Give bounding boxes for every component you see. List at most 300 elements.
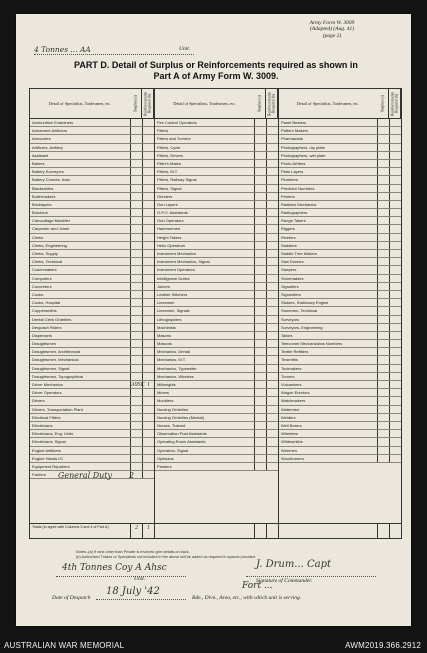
table-row <box>279 201 401 209</box>
reinforcements-cell <box>142 373 154 380</box>
surplus-cell <box>377 414 389 421</box>
surplus-cell: A9SC <box>131 382 145 388</box>
surplus-cell <box>254 168 266 175</box>
reinforcements-cell <box>266 348 278 355</box>
surplus-cell <box>377 127 389 134</box>
table-row <box>155 356 278 364</box>
table-row <box>30 144 154 152</box>
reinforcements-cell <box>142 209 154 216</box>
surplus-cell <box>377 406 389 413</box>
specialist-name: Mechanics, M.T. <box>157 357 186 363</box>
table-row <box>30 266 154 274</box>
table-row <box>279 430 401 438</box>
table-row <box>30 283 154 291</box>
specialist-name: Storemen, Technical <box>281 308 318 314</box>
specialist-name: Driver Operators <box>32 390 62 396</box>
form-sheet <box>16 14 411 626</box>
table-row <box>279 365 401 373</box>
specialist-name: Farriers <box>32 472 46 478</box>
reinforcements-cell <box>142 193 154 200</box>
surplus-cell <box>254 438 266 445</box>
specialist-name: Coachmakers <box>32 267 57 273</box>
table-row <box>155 242 278 250</box>
table-row <box>30 160 154 168</box>
surplus-cell <box>377 234 389 241</box>
table-row <box>155 135 278 143</box>
table-row <box>155 438 278 446</box>
reinforcements-cell <box>142 414 154 421</box>
reinforcements-cell <box>142 422 154 429</box>
surplus-cell <box>377 201 389 208</box>
specialist-name: Instrument Mechanics, Signal <box>157 259 210 265</box>
surplus-cell <box>254 406 266 413</box>
table-row <box>155 373 278 381</box>
specialist-name: Draughtsmen, Mechanical <box>32 357 79 363</box>
surplus-cell <box>254 324 266 331</box>
specialist-name: Operating Room Assistants <box>157 439 206 445</box>
specialist-name: Clerks, Engineering <box>32 242 67 248</box>
specialist-name: Linesmen, Signals <box>157 308 190 314</box>
table-row <box>30 414 154 422</box>
surplus-cell <box>377 176 389 183</box>
surplus-cell <box>130 307 142 314</box>
surplus-cell <box>130 217 142 224</box>
reinforcements-cell <box>389 356 401 363</box>
specialist-name: Operators, Signal <box>157 447 189 453</box>
specialist-name: Fitters, Drivers <box>157 152 183 158</box>
totals-surplus: 2 <box>130 524 142 538</box>
table-row <box>155 144 278 152</box>
specialist-name: Well Borers <box>281 422 302 428</box>
table-row <box>279 234 401 242</box>
specialist-name: Miners <box>157 390 170 396</box>
table-row <box>30 217 154 225</box>
specialist-name: Riveters <box>281 234 296 240</box>
surplus-cell <box>130 422 142 429</box>
specialist-name: Radiator Mechanics <box>281 201 317 207</box>
table-row <box>30 447 154 455</box>
surplus-cell <box>130 193 142 200</box>
surplus-cell <box>130 275 142 282</box>
footer-unit-handwritten: 4th Tonnes Coy A Ahsc <box>62 563 167 573</box>
reinforcements-cell <box>266 422 278 429</box>
reinforcements-cell <box>142 242 154 249</box>
table-row <box>155 455 278 463</box>
table-row <box>155 168 278 176</box>
surplus-cell <box>130 168 142 175</box>
specialist-name: Instrument Mechanics <box>157 251 197 256</box>
unit-line <box>34 44 194 55</box>
surplus-cell <box>377 348 389 355</box>
table-row <box>279 119 401 127</box>
table-row <box>30 316 154 324</box>
surplus-cell <box>130 144 142 151</box>
reinforcements-cell <box>266 234 278 241</box>
reinforcements-cell <box>389 406 401 413</box>
reinforcements-cell <box>266 438 278 445</box>
specialist-name: Fitters, M.T. <box>157 169 178 175</box>
specialist-name: Surveyors <box>281 316 300 322</box>
reinforcements-cell <box>266 340 278 347</box>
table-row <box>30 340 154 348</box>
reinforcements-cell <box>266 217 278 224</box>
header-surplus: Surplus (a) <box>130 89 142 118</box>
surplus-cell <box>377 397 389 404</box>
surplus-cell <box>130 463 142 470</box>
reinforcements-cell <box>389 185 401 192</box>
reinforcements-cell <box>389 455 401 462</box>
reinforcements-cell <box>389 135 401 142</box>
reinforcements-cell <box>266 160 278 167</box>
reinforcements-cell <box>142 217 154 224</box>
specialist-name: Grinders <box>157 193 173 199</box>
table-row <box>30 324 154 332</box>
reinforcements-cell <box>142 307 154 314</box>
table-row <box>279 389 401 397</box>
reinforcements-cell <box>389 234 401 241</box>
specialist-name: Nursing Orderlies <box>157 406 189 412</box>
table-row <box>279 373 401 381</box>
table-row <box>30 332 154 340</box>
despatch-date: 18 July '42 <box>106 586 160 597</box>
table-row <box>155 119 278 127</box>
surplus-cell <box>254 250 266 257</box>
reinforcements-cell <box>266 307 278 314</box>
table-column <box>279 89 401 538</box>
reinforcements-cell <box>389 160 401 167</box>
reinforcements-cell <box>389 291 401 298</box>
specialist-name: Sawyers <box>281 267 297 273</box>
reinforcements-cell <box>389 119 401 126</box>
surplus-cell <box>130 119 142 126</box>
header-specialists: Detail of Specialists, Tradesmen, etc. <box>173 101 236 106</box>
surplus-cell <box>254 217 266 224</box>
surplus-cell <box>377 168 389 175</box>
surplus-cell <box>254 209 266 216</box>
specialist-name: Signallers <box>281 283 299 289</box>
specialist-name: Computers <box>32 275 52 281</box>
surplus-cell <box>130 152 142 159</box>
table-row <box>30 201 154 209</box>
unit-handwritten: 4 Tonnes ... AA <box>34 45 91 54</box>
surplus-cell <box>377 250 389 257</box>
specialist-name: Boilermakers <box>32 193 56 199</box>
surplus-cell <box>377 340 389 347</box>
form-edition: (Adapted) (Aug. 41) <box>309 26 355 33</box>
reinforcements-cell <box>142 250 154 257</box>
form-page: (page 2) <box>322 32 342 39</box>
specialist-name: Cooks <box>32 291 44 297</box>
table-row <box>30 422 154 430</box>
specialist-name: Driver Mechanics <box>32 382 63 387</box>
specialist-name: Artificers, Artillery <box>32 144 63 150</box>
surplus-cell <box>254 275 266 282</box>
surplus-cell <box>377 193 389 200</box>
specialist-name: Assistant <box>32 152 49 158</box>
table-row <box>30 135 154 143</box>
surplus-cell <box>377 242 389 249</box>
table-row <box>155 217 278 225</box>
reinforcements-cell <box>142 348 154 355</box>
specialist-name: Opticians <box>157 455 174 461</box>
table-row <box>279 406 401 414</box>
specialist-name: Watermen <box>281 406 300 412</box>
table-row <box>155 422 278 430</box>
specialist-name: Watchmakers <box>281 398 306 404</box>
surplus-cell <box>130 225 142 232</box>
table-row <box>30 406 154 414</box>
totals-surplus <box>254 524 266 538</box>
reinforcements-cell <box>142 291 154 298</box>
surplus-cell <box>254 266 266 273</box>
table-row <box>279 135 401 143</box>
specialist-name: Moulders <box>157 398 174 404</box>
reinforcements-cell <box>389 373 401 380</box>
specialist-name: Photographers, wet plate <box>281 152 326 158</box>
surplus-cell <box>130 332 142 339</box>
surplus-cell <box>130 160 142 167</box>
specialist-name: Fitters, Railway Signal <box>157 177 197 183</box>
reinforcements-cell <box>389 168 401 175</box>
table-row <box>279 414 401 422</box>
specialist-name: Helio Operators <box>157 242 186 248</box>
surplus-cell <box>377 275 389 282</box>
specialist-name: Draughtsmen <box>32 341 57 347</box>
totals-reinforcements: 1 <box>142 524 154 538</box>
reinforcements-cell <box>389 340 401 347</box>
table-row <box>279 316 401 324</box>
header-specialists: Detail of Specialists, Tradesmen, etc. <box>48 101 112 106</box>
reinforcements-cell <box>266 119 278 126</box>
table-row <box>30 455 154 463</box>
specialist-name: Concreters <box>32 283 52 289</box>
specialist-name: Plate Layers <box>281 169 304 175</box>
table-row <box>155 291 278 299</box>
surplus-cell <box>130 234 142 241</box>
table-row <box>30 307 154 315</box>
reinforcements-cell <box>389 283 401 290</box>
table-row <box>279 324 401 332</box>
surplus-cell <box>130 373 142 380</box>
specialist-name: Draughtsmen, Topographical <box>32 373 84 379</box>
specialist-name: Textile Refitters <box>281 349 309 355</box>
table-row <box>155 225 278 233</box>
reinforcements-cell <box>142 299 154 306</box>
surplus-cell <box>130 201 142 208</box>
reinforcements-cell <box>142 340 154 347</box>
specialist-name: Armourers <box>32 136 51 142</box>
table-row <box>30 185 154 193</box>
specialist-name: Predictor Numbers <box>281 185 315 191</box>
surplus-cell <box>254 201 266 208</box>
reinforcements-cell <box>389 275 401 282</box>
specialist-name: Coppersmiths <box>32 308 57 314</box>
reinforcements-cell <box>266 324 278 331</box>
surplus-cell <box>254 447 266 454</box>
totals-blank <box>279 523 401 538</box>
totals-reinforcements <box>389 524 401 538</box>
table-row <box>155 381 278 389</box>
surplus-cell <box>377 299 389 306</box>
specialist-name: Intelligence Duties <box>157 275 190 281</box>
surplus-cell <box>254 356 266 363</box>
specialist-name: Nursing Orderlies (Mental) <box>157 414 204 420</box>
table-row <box>279 438 401 446</box>
specialist-name: Lithographers <box>157 316 182 322</box>
surplus-cell <box>254 373 266 380</box>
surplus-cell <box>130 348 142 355</box>
surplus-cell <box>130 283 142 290</box>
surplus-cell <box>254 291 266 298</box>
header-reinforcements: Reinforcements Required (b) <box>389 89 401 118</box>
reinforcements-cell <box>142 127 154 134</box>
reinforcements-cell <box>389 217 401 224</box>
surplus-cell <box>377 389 389 396</box>
specialist-name: Ammunition Examiners <box>32 120 74 125</box>
surplus-cell <box>377 356 389 363</box>
surplus-cell <box>130 389 142 396</box>
surplus-cell <box>377 365 389 372</box>
table-row <box>30 119 154 127</box>
reinforcements-cell <box>389 430 401 437</box>
table-row <box>155 152 278 160</box>
surplus-cell <box>377 119 389 126</box>
reinforcements-cell <box>389 447 401 454</box>
surplus-cell <box>377 144 389 151</box>
reinforcements-cell <box>142 283 154 290</box>
reinforcements-cell <box>266 316 278 323</box>
specialist-name: Shoemakers <box>281 275 304 281</box>
reinforcements-cell <box>389 365 401 372</box>
specialist-name: Mechanics, Dental <box>157 349 190 355</box>
surplus-cell <box>377 217 389 224</box>
header-reinforcements: Reinforcements Required (b) <box>142 89 154 118</box>
specialist-name: Linesmen <box>157 300 175 306</box>
specialist-name: Surveyors, Engineering <box>281 324 323 330</box>
surplus-cell <box>254 283 266 290</box>
reinforcements-cell <box>266 463 278 470</box>
reinforcements-cell <box>389 258 401 265</box>
footer-unit-label: Unit. <box>134 576 146 582</box>
totals-reinforcements <box>266 524 278 538</box>
specialist-name: Welders <box>281 414 296 420</box>
table-row <box>279 291 401 299</box>
surplus-cell <box>377 160 389 167</box>
specialist-name: Wagon Erectors <box>281 390 310 396</box>
specialist-name: Joiners <box>157 283 170 289</box>
totals-label <box>155 524 254 538</box>
surplus-cell <box>254 144 266 151</box>
table-row <box>155 258 278 266</box>
specialist-name: Hammermen <box>157 226 181 232</box>
specialist-name: Fitters, Cycle <box>157 144 181 150</box>
table-row <box>279 160 401 168</box>
table-row <box>279 381 401 389</box>
table-row <box>279 168 401 176</box>
reinforcements-cell <box>142 258 154 265</box>
table-row <box>279 299 401 307</box>
table-row <box>30 209 154 217</box>
surplus-cell <box>377 373 389 380</box>
table-row <box>30 356 154 364</box>
table-row <box>30 176 154 184</box>
specialist-name: Fire Control Operators <box>157 120 197 125</box>
reinforcements-cell <box>142 463 154 470</box>
column-header <box>155 89 278 119</box>
reinforcements-cell <box>389 144 401 151</box>
surplus-cell <box>130 397 142 404</box>
reinforcements-cell <box>266 365 278 372</box>
reinforcements-cell <box>266 291 278 298</box>
surplus-cell <box>130 447 142 454</box>
reinforcements-cell <box>389 127 401 134</box>
surplus-cell <box>254 463 266 470</box>
surplus-cell <box>377 185 389 192</box>
surplus-cell <box>254 152 266 159</box>
surplus-cell <box>377 316 389 323</box>
table-row <box>30 152 154 160</box>
surplus-cell <box>377 455 389 462</box>
specialist-name: Armament Artificers <box>32 128 67 134</box>
specialist-name: Fitter's Mates <box>157 160 181 166</box>
column-header <box>279 89 401 119</box>
reinforcements-cell <box>389 242 401 249</box>
table-row <box>30 242 154 250</box>
reinforcements-cell <box>266 373 278 380</box>
reinforcements-cell <box>142 397 154 404</box>
form-number: Army Form W. 3009 <box>309 20 355 26</box>
table-row <box>30 463 154 471</box>
table-row <box>155 176 278 184</box>
table-row <box>30 348 154 356</box>
specialist-name: Mechanics, Wireless <box>157 373 194 379</box>
signature-label: Signature of Commander. <box>256 578 313 584</box>
reinforcements-cell <box>266 127 278 134</box>
reinforcements-cell <box>389 307 401 314</box>
reinforcements-cell <box>389 266 401 273</box>
table-row <box>155 332 278 340</box>
specialist-name: Masons <box>157 332 172 338</box>
surplus-cell <box>130 258 142 265</box>
surplus-cell <box>254 234 266 241</box>
table-row <box>155 250 278 258</box>
table-row <box>155 397 278 405</box>
specialist-name: Saddle Tree Makers <box>281 251 317 256</box>
table-row <box>155 340 278 348</box>
surplus-cell <box>254 135 266 142</box>
table-row <box>279 242 401 250</box>
reinforcements-cell <box>389 225 401 232</box>
reinforcements-cell <box>389 414 401 421</box>
reinforcements-cell <box>142 324 154 331</box>
surplus-cell <box>130 455 142 462</box>
reinforcements-cell <box>389 324 401 331</box>
specialist-name: Mascots <box>157 341 172 347</box>
surplus-cell <box>254 127 266 134</box>
reinforcements-cell <box>142 447 154 454</box>
reinforcements-cell <box>266 152 278 159</box>
specialist-name: Clerks, Technical <box>32 259 63 265</box>
table-row <box>155 365 278 373</box>
table-row <box>279 455 401 463</box>
table-row <box>279 185 401 193</box>
surplus-cell <box>254 455 266 462</box>
surplus-cell <box>130 414 142 421</box>
table-row <box>30 299 154 307</box>
reinforcements-cell <box>389 422 401 429</box>
table-row <box>279 348 401 356</box>
specialist-name: Mechanics, Typewriter <box>157 365 197 371</box>
